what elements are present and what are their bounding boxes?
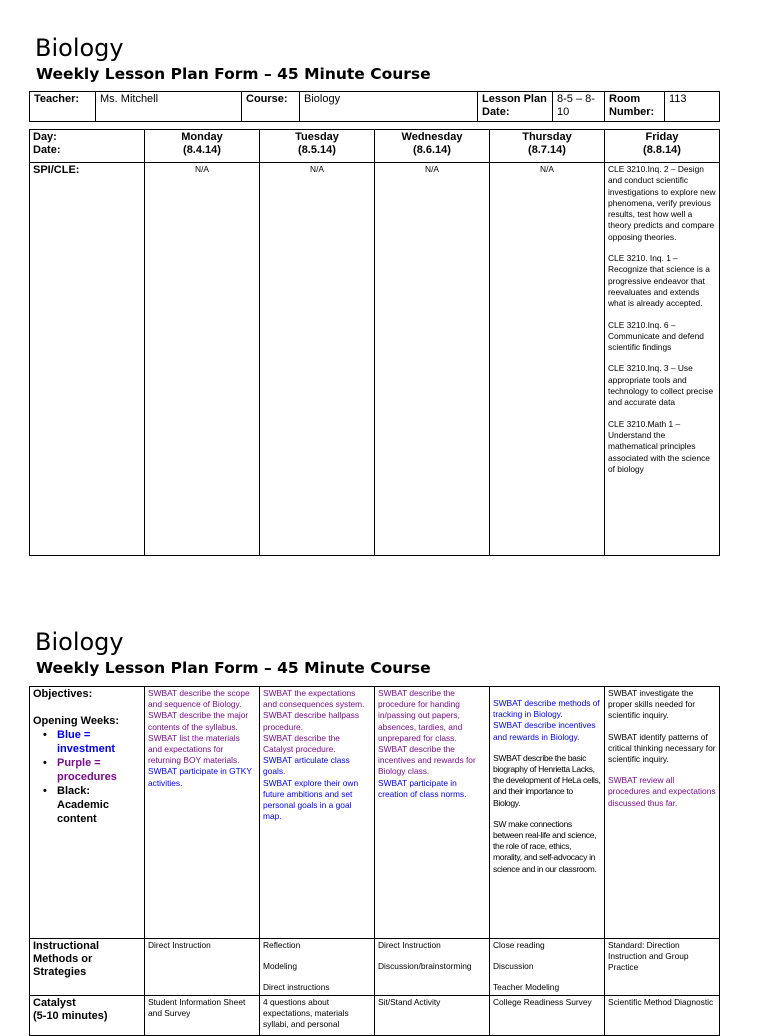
catalyst-label-cell [30,995,145,1035]
objectives-wednesday [375,687,490,939]
objective-item: SWBAT describe incentives and rewards in Biology. [493,720,596,742]
catalyst-duration: (5-10 minutes) [33,1009,108,1022]
opening-weeks-label: Opening Weeks: [33,715,119,727]
catalyst-monday: Student Information Sheet and Survey [145,995,260,1035]
page-title: Biology [35,628,124,656]
teacher-value: Ms. Mitchell [96,92,242,122]
day-header-tuesday [260,130,375,163]
course-label: Course: [242,92,300,122]
daily-plan-table [29,129,720,556]
spi-friday [605,163,720,556]
objective-item: SWBAT participate in creation of class norms. [378,777,467,799]
instructional-methods-label: Instructional Methods or Strategies [30,939,145,996]
instructional-thursday [490,939,605,996]
method-item: Modeling [263,961,297,972]
legend-blue: • Blue = investment [43,728,141,756]
instructional-wednesday [375,939,490,996]
objective-item: SWBAT describe the scope and sequence of Biology. [148,688,250,710]
day-label: Day: [33,131,57,143]
instructional-tuesday [260,939,375,996]
day-date: (8.5.14) [298,144,336,156]
objective-item: SWBAT describe the basic biography of Henrietta Lacks, the development of HeLa cells, and their importance to Biology. [493,752,601,808]
legend-black: • Black: Academic content [43,784,141,826]
objective-item: SWBAT participate in GTKY activities. [148,766,252,788]
method-item: Discussion [493,961,534,972]
objectives-thursday [490,687,605,939]
catalyst-thursday: College Readiness Survey [490,995,605,1035]
page-subtitle: Weekly Lesson Plan Form – 45 Minute Course [36,65,431,83]
objective-item: SWBAT the expectations and consequences system. [263,688,365,710]
objectives-table [29,686,720,1036]
day-date: (8.4.14) [183,144,221,156]
day-date: (8.6.14) [413,144,451,156]
cle-item: CLE 3210.Inq. 2 – Design and conduct scientific investigations to explore new phenomena, verify previous results, test how well a theory predicts and compare opposing theories. [608,164,716,242]
room-number-label: Room Number: [605,92,665,122]
legend-purple: • Purple = procedures [43,756,141,784]
instructional-friday [605,939,720,996]
objective-item: SW make connections between real-life and science, the role of race, ethics, morality, and self-advocacy in science and in our classroom. [493,818,597,874]
objective-item: SWBAT describe the incentives and rewards for Biology class. [378,744,476,777]
objective-item: SWBAT describe methods of tracking in Biology. [493,698,600,720]
page-title: Biology [35,34,124,62]
lesson-plan-date-value: 8-5 – 8-10 [553,92,605,122]
method-item: Close reading [493,940,545,950]
objective-item: SWBAT articulate class goals. [263,755,350,777]
lesson-plan-date-label: Lesson Plan Date: [478,92,553,122]
method-item: Direct Instruction [378,940,441,950]
teacher-info-table [29,91,720,122]
cle-item: CLE 3210.Inq. 3 – Use appropriate tools and technology to collect precise and accurate data [608,363,714,408]
objective-item: SWBAT describe hallpass procedure. [263,710,360,732]
page-subtitle: Weekly Lesson Plan Form – 45 Minute Course [36,659,431,677]
cle-item: CLE 3210. Inq. 1 – Recognize that science is a progressive endeavor that reevaluates and extends what is already accepted. [608,253,710,309]
objective-item: SWBAT describe the procedure for handing in/passing out papers, absences, tardies, and unprepared for class. [378,688,463,743]
objectives-friday [605,687,720,939]
day-name: Friday [645,131,679,143]
spi-tuesday: N/A [260,163,375,556]
date-label: Date: [33,144,61,156]
catalyst-tuesday: 4 questions about expectations, materials syllabi, and personal [260,995,375,1035]
method-item: Direct instructions [263,982,330,993]
day-name: Tuesday [295,131,339,143]
objective-item: SWBAT describe the Catalyst procedure. [263,732,340,755]
catalyst-friday: Scientific Method Diagnostic [605,995,720,1035]
cle-item: CLE 3210.Math 1 – Understand the mathematical principles associated with the science of biology [608,418,710,474]
day-name: Thursday [522,131,572,143]
method-item: Reflection [263,940,301,950]
day-header-thursday [490,130,605,163]
catalyst-wednesday: Sit/Stand Activity [375,995,490,1035]
day-date: (8.7.14) [528,144,566,156]
color-legend [33,728,141,826]
spi-thursday: N/A [490,163,605,556]
objective-item: SWBAT identify patterns of critical thinking necessary for scientific inquiry. [608,731,716,765]
objective-item: SWBAT review all procedures and expectations discussed thus far. [608,775,716,808]
objective-item: SWBAT investigate the proper skills needed for scientific inquiry. [608,688,696,721]
lesson-plan-page-2 [0,598,768,1030]
objectives-monday [145,687,260,939]
instructional-monday [145,939,260,996]
day-header-friday [605,130,720,163]
spi-cle-label: SPI/CLE: [30,163,145,556]
objective-item: SWBAT describe the major contents of the syllabus. [148,710,249,732]
objectives-label: Objectives: [33,688,93,700]
day-date: (8.8.14) [643,144,681,156]
teacher-label: Teacher: [30,92,96,122]
objectives-label-cell [30,687,145,939]
objectives-tuesday [260,687,375,939]
day-header-monday [145,130,260,163]
course-value: Biology [300,92,478,122]
day-date-label [30,130,145,163]
spi-wednesday: N/A [375,163,490,556]
method-item: Teacher Modeling [493,982,560,993]
spi-monday: N/A [145,163,260,556]
day-name: Monday [181,131,223,143]
objective-item: SWBAT list the materials and expectations for returning BOY materials. [148,732,240,766]
method-item: Discussion/brainstorming [378,961,472,972]
method-item: Direct Instruction [148,940,211,950]
day-header-wednesday [375,130,490,163]
day-name: Wednesday [401,131,463,143]
catalyst-label: Catalyst [33,996,76,1009]
cle-item: CLE 3210.Inq. 6 – Communicate and defend scientific findings [608,319,704,353]
objective-item: SWBAT explore their own future ambitions and set personal goals in a goal map. [263,777,359,822]
room-number-value: 113 [665,92,720,122]
method-item: Standard: Direction Instruction and Group Practice [608,940,689,973]
